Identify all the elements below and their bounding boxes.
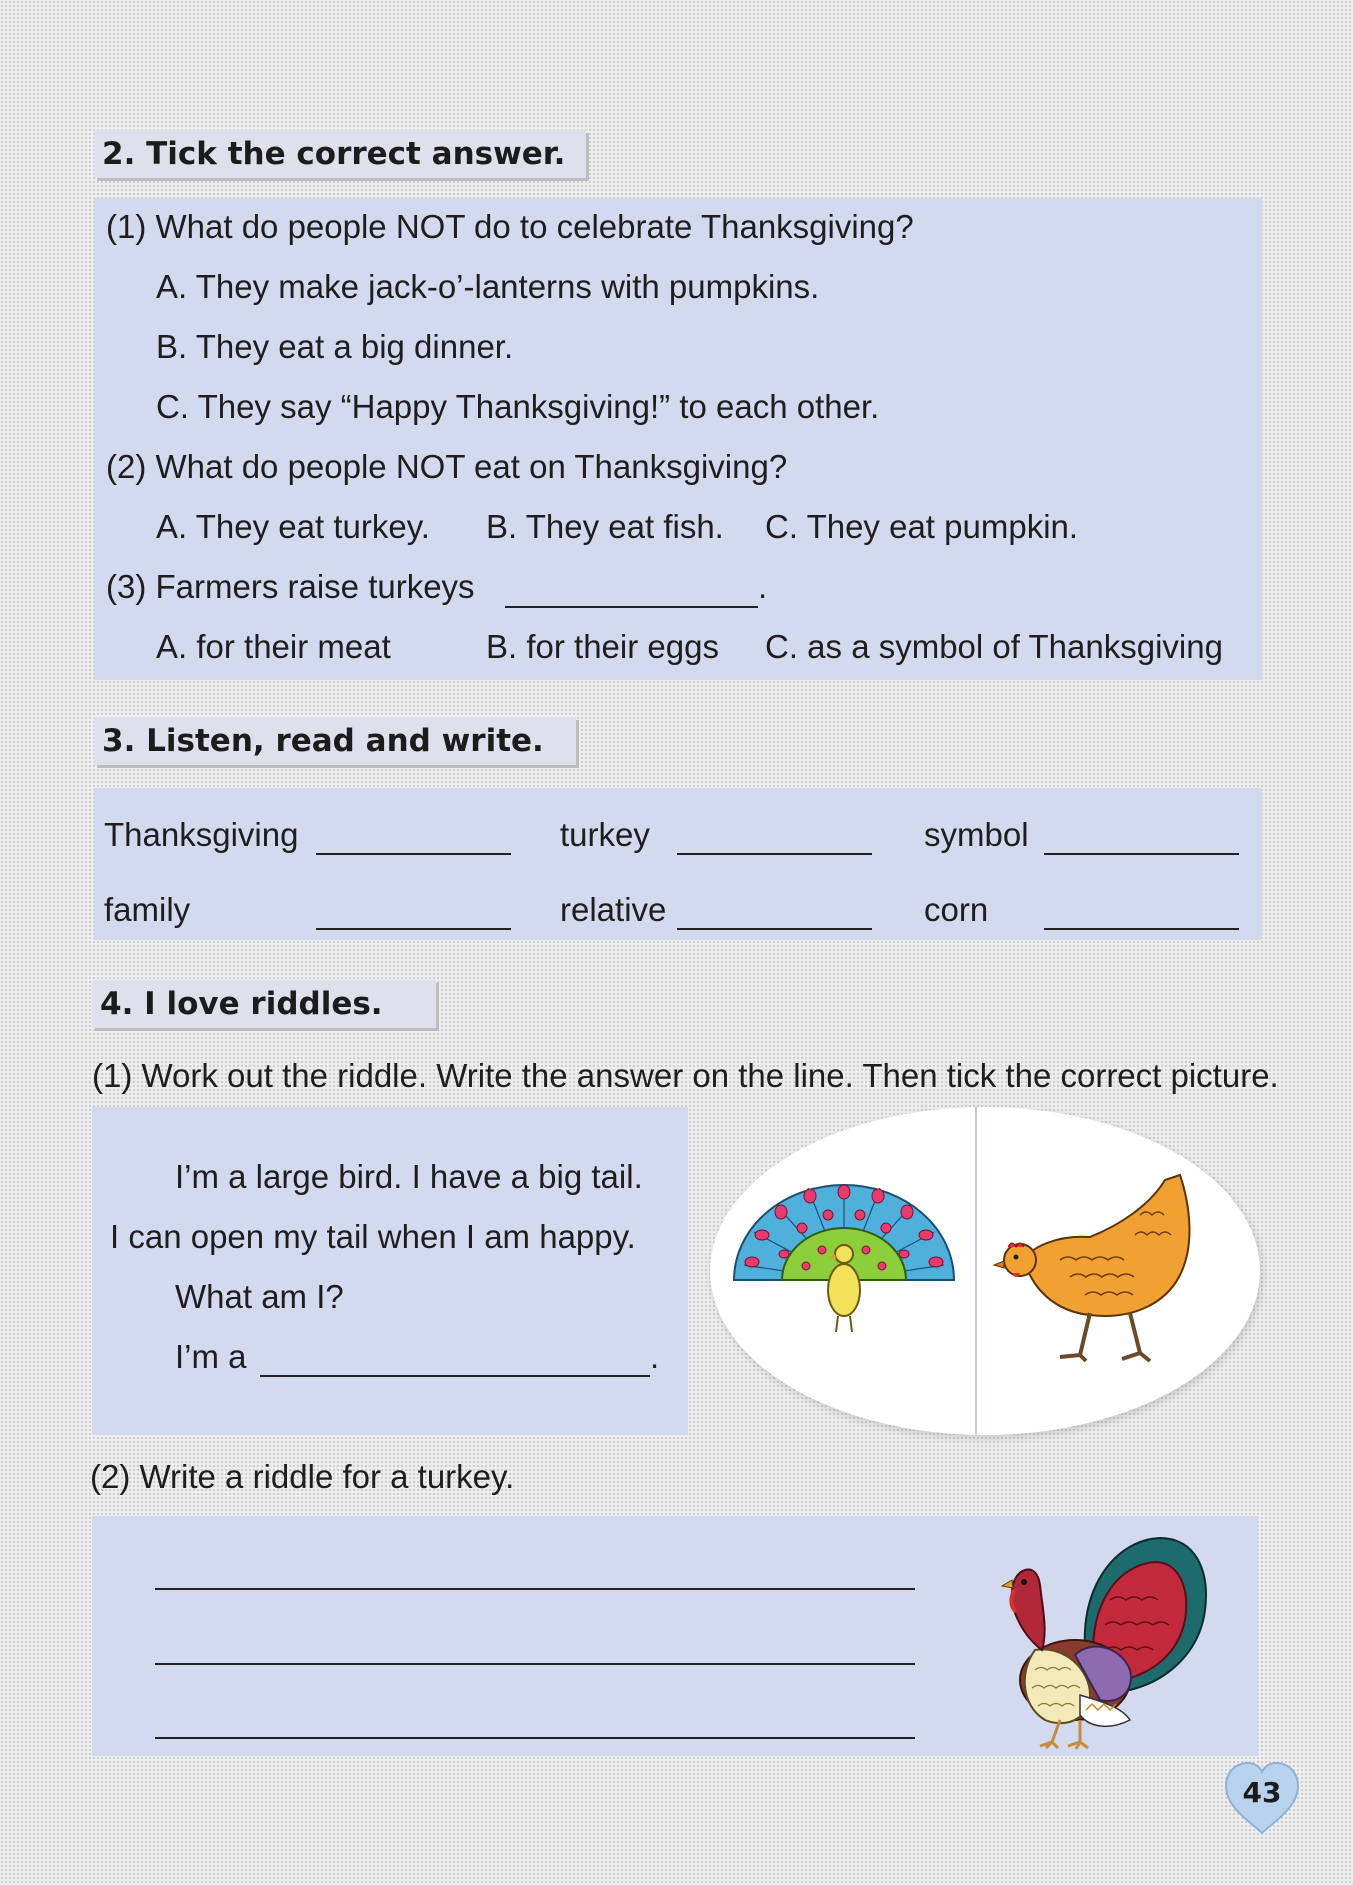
write-line-symbol[interactable]: [1044, 853, 1239, 855]
section-3-panel: [94, 788, 1262, 940]
riddle-writing-line-2[interactable]: [155, 1663, 915, 1665]
riddle-answer-line[interactable]: [260, 1375, 650, 1377]
q1-option-c[interactable]: C. They say “Happy Thanksgiving!” to each other.: [156, 388, 880, 425]
q2-question: (2) What do people NOT eat on Thanksgiving?: [106, 448, 788, 485]
hen-picture[interactable]: [990, 1165, 1200, 1370]
page-number-badge: [1222, 1758, 1302, 1838]
q3-question: (3) Farmers raise turkeys: [106, 568, 475, 605]
q1-question: (1) What do people NOT do to celebrate Thanksgiving?: [106, 208, 914, 245]
word-symbol: symbol: [924, 816, 1029, 853]
picture-divider: [975, 1107, 977, 1435]
riddle-writing-line-3[interactable]: [155, 1737, 915, 1739]
q2-option-b[interactable]: B. They eat fish.: [486, 508, 724, 545]
section-3-heading: 3. Listen, read and write.: [94, 717, 576, 765]
turkey-picture: [980, 1530, 1210, 1750]
riddle-instruction-2: (2) Write a riddle for a turkey.: [90, 1458, 515, 1495]
hen-icon: [990, 1165, 1200, 1370]
page-number: 43: [1242, 1776, 1282, 1809]
q3-option-b[interactable]: B. for their eggs: [486, 628, 719, 665]
q1-option-a[interactable]: A. They make jack-o’-lanterns with pumpkins.: [156, 268, 820, 305]
turkey-icon: [980, 1530, 1210, 1750]
write-line-relative[interactable]: [677, 928, 872, 930]
riddle-line-3: What am I?: [175, 1278, 344, 1315]
word-corn: corn: [924, 891, 989, 928]
riddle-line-2: I can open my tail when I am happy.: [110, 1218, 636, 1255]
peacock-icon: [724, 1170, 964, 1340]
q3-answer-line[interactable]: [505, 606, 758, 608]
section-2-heading: 2. Tick the correct answer.: [94, 130, 586, 178]
word-family: family: [104, 891, 191, 928]
word-thanksgiving: Thanksgiving: [104, 816, 299, 853]
riddle-line-4: I’m a: [175, 1338, 247, 1375]
q3-option-c[interactable]: C. as a symbol of Thanksgiving: [765, 628, 1223, 665]
riddle-instruction-1: (1) Work out the riddle. Write the answer on the line. Then tick the correct picture.: [92, 1057, 1279, 1094]
write-line-family[interactable]: [316, 928, 511, 930]
write-line-thanksgiving[interactable]: [316, 853, 511, 855]
q1-option-b[interactable]: B. They eat a big dinner.: [156, 328, 514, 365]
peacock-picture[interactable]: [724, 1170, 964, 1340]
q3-option-a[interactable]: A. for their meat: [156, 628, 391, 665]
q2-option-c[interactable]: C. They eat pumpkin.: [765, 508, 1079, 545]
section-4-heading: 4. I love riddles.: [92, 980, 436, 1028]
q2-option-a[interactable]: A. They eat turkey.: [156, 508, 430, 545]
write-line-turkey[interactable]: [677, 853, 872, 855]
write-line-corn[interactable]: [1044, 928, 1239, 930]
word-turkey: turkey: [560, 816, 650, 853]
q3-period: .: [758, 568, 768, 605]
riddle-period: .: [650, 1338, 660, 1375]
riddle-panel: [92, 1107, 688, 1435]
riddle-writing-line-1[interactable]: [155, 1588, 915, 1590]
word-relative: relative: [560, 891, 667, 928]
riddle-line-1: I’m a large bird. I have a big tail.: [175, 1158, 643, 1195]
